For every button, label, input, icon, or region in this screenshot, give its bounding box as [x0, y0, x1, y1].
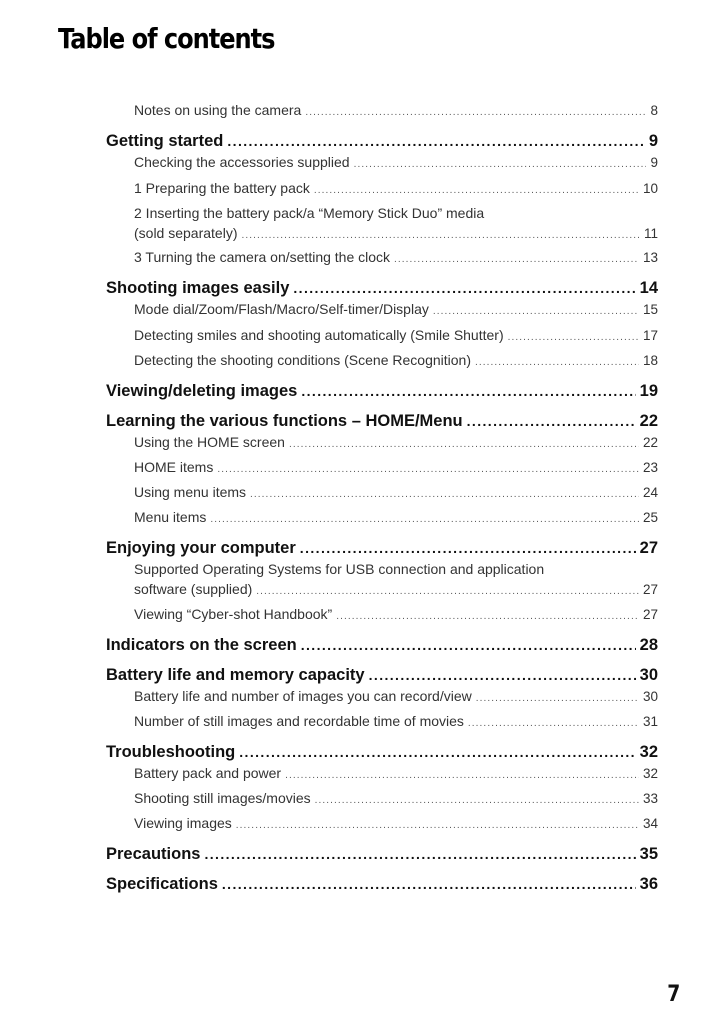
toc-page: 22 [639, 412, 658, 430]
toc-section-computer[interactable] [106, 539, 658, 558]
toc-section-label: Enjoying your computer [106, 539, 296, 557]
toc-page: 15 [642, 302, 658, 317]
toc-page: 27 [642, 607, 658, 622]
toc-entry-multiline[interactable] [106, 203, 658, 246]
leader-dots [394, 250, 639, 270]
toc-page: 27 [642, 582, 658, 597]
toc-section-label: Learning the various functions – HOME/Menu [106, 412, 463, 430]
toc-entry[interactable] [106, 711, 658, 734]
toc-entry[interactable] [106, 686, 658, 709]
leader-dots [369, 667, 636, 683]
toc-section-label: Specifications [106, 875, 218, 893]
toc-label: Shooting still images/movies [134, 790, 311, 806]
leader-dots [217, 460, 639, 480]
toc-section-battery[interactable] [106, 666, 658, 685]
toc-entry[interactable] [106, 507, 658, 530]
toc-label: Viewing “Cyber-shot Handbook” [134, 606, 333, 622]
toc-section-getting-started[interactable] [106, 132, 658, 151]
leader-dots [210, 510, 639, 530]
leader-dots [315, 791, 639, 811]
toc-label: HOME items [134, 459, 214, 475]
toc-page: 35 [639, 845, 658, 863]
toc-entry[interactable] [106, 788, 658, 811]
toc-section-shooting[interactable] [106, 279, 658, 298]
toc-label: (sold separately) [134, 225, 238, 241]
toc-section-label: Troubleshooting [106, 743, 236, 761]
toc-section-label: Battery life and memory capacity [106, 666, 365, 684]
leader-dots [354, 155, 647, 175]
toc-label: Using menu items [134, 484, 247, 500]
leader-dots [227, 133, 644, 149]
leader-dots [476, 689, 639, 709]
toc-page: 25 [642, 510, 658, 525]
toc-entry-notes[interactable] [106, 100, 658, 123]
toc-page: 9 [648, 132, 658, 150]
toc-label: Battery life and number of images you can record/view [134, 688, 472, 704]
leader-dots [300, 540, 636, 556]
toc-label: Detecting smiles and shooting automatically (Smile Shutter) [134, 327, 504, 343]
toc-label: Battery pack and power [134, 765, 282, 781]
toc-label: Viewing images [134, 815, 232, 831]
toc-page: 8 [650, 103, 658, 118]
toc-entry[interactable] [106, 457, 658, 480]
leader-dots [301, 383, 635, 399]
toc-label: 2 Inserting the battery pack/a “Memory Stick Duo” media [134, 205, 485, 221]
toc-section-learning[interactable] [106, 412, 658, 431]
table-of-contents [106, 98, 658, 894]
toc-page: 32 [639, 743, 658, 761]
leader-dots [314, 181, 639, 201]
page-number: 7 [666, 982, 680, 1007]
page-title: Table of contents [58, 22, 275, 55]
toc-entry[interactable] [106, 178, 658, 201]
toc-page: 27 [639, 539, 658, 557]
toc-section-specifications[interactable] [106, 875, 658, 894]
toc-section-viewing[interactable] [106, 382, 658, 401]
toc-label: Number of still images and recordable time of movies [134, 713, 464, 729]
toc-section-label: Getting started [106, 132, 224, 150]
toc-page: 13 [642, 250, 658, 265]
toc-entry[interactable] [106, 763, 658, 786]
leader-dots [433, 302, 639, 322]
leader-dots [301, 637, 636, 653]
toc-label: Detecting the shooting conditions (Scene Recognition) [134, 352, 471, 368]
leader-dots [467, 413, 636, 429]
toc-section-precautions[interactable] [106, 845, 658, 864]
toc-section-label: Indicators on the screen [106, 636, 297, 654]
leader-dots [475, 353, 639, 373]
toc-page: 11 [643, 226, 658, 241]
toc-section-troubleshooting[interactable] [106, 743, 658, 762]
leader-dots [468, 714, 639, 734]
toc-page: 17 [642, 328, 658, 343]
toc-label: Mode dial/Zoom/Flash/Macro/Self-timer/Display [134, 301, 429, 317]
toc-page: 31 [642, 714, 658, 729]
toc-entry-multiline[interactable] [106, 559, 658, 602]
toc-entry[interactable] [106, 813, 658, 836]
toc-label: Checking the accessories supplied [134, 154, 350, 170]
leader-dots [242, 226, 640, 246]
leader-dots [305, 103, 646, 123]
toc-page: 14 [639, 279, 658, 297]
toc-entry[interactable] [106, 325, 658, 348]
leader-dots [293, 280, 635, 296]
toc-entry[interactable] [106, 152, 658, 175]
toc-entry[interactable] [106, 299, 658, 322]
toc-page: 10 [642, 181, 658, 196]
toc-label: software (supplied) [134, 581, 253, 597]
toc-entry[interactable] [106, 432, 658, 455]
leader-dots [222, 876, 636, 892]
leader-dots [239, 744, 635, 760]
toc-page: 30 [639, 666, 658, 684]
leader-dots [508, 328, 639, 348]
toc-section-label: Precautions [106, 845, 201, 863]
toc-section-label: Viewing/deleting images [106, 382, 298, 400]
toc-page: 18 [642, 353, 658, 368]
toc-entry[interactable] [106, 604, 658, 627]
toc-label: 1 Preparing the battery pack [134, 180, 310, 196]
toc-page: 28 [639, 636, 658, 654]
leader-dots [289, 435, 639, 455]
toc-entry[interactable] [106, 247, 658, 270]
toc-page: 19 [639, 382, 658, 400]
toc-entry[interactable] [106, 482, 658, 505]
toc-page: 23 [642, 460, 658, 475]
toc-page: 33 [642, 791, 658, 806]
toc-label: 3 Turning the camera on/setting the clock [134, 249, 391, 265]
toc-label: Menu items [134, 509, 207, 525]
toc-section-label: Shooting images easily [106, 279, 290, 297]
toc-label: Supported Operating Systems for USB connection and application [134, 561, 545, 577]
toc-label: Notes on using the camera [134, 102, 302, 118]
toc-page: 36 [639, 875, 658, 893]
leader-dots [256, 582, 639, 602]
leader-dots [204, 846, 635, 862]
toc-page: 30 [642, 689, 658, 704]
leader-dots [285, 766, 639, 786]
toc-page: 34 [642, 816, 658, 831]
toc-entry[interactable] [106, 350, 658, 373]
toc-section-indicators[interactable] [106, 636, 658, 655]
leader-dots [336, 607, 639, 627]
toc-label: Using the HOME screen [134, 434, 285, 450]
leader-dots [250, 485, 639, 505]
toc-page: 24 [642, 485, 658, 500]
toc-page: 32 [642, 766, 658, 781]
toc-page: 22 [642, 435, 658, 450]
leader-dots [236, 816, 639, 836]
toc-page: 9 [650, 155, 658, 170]
